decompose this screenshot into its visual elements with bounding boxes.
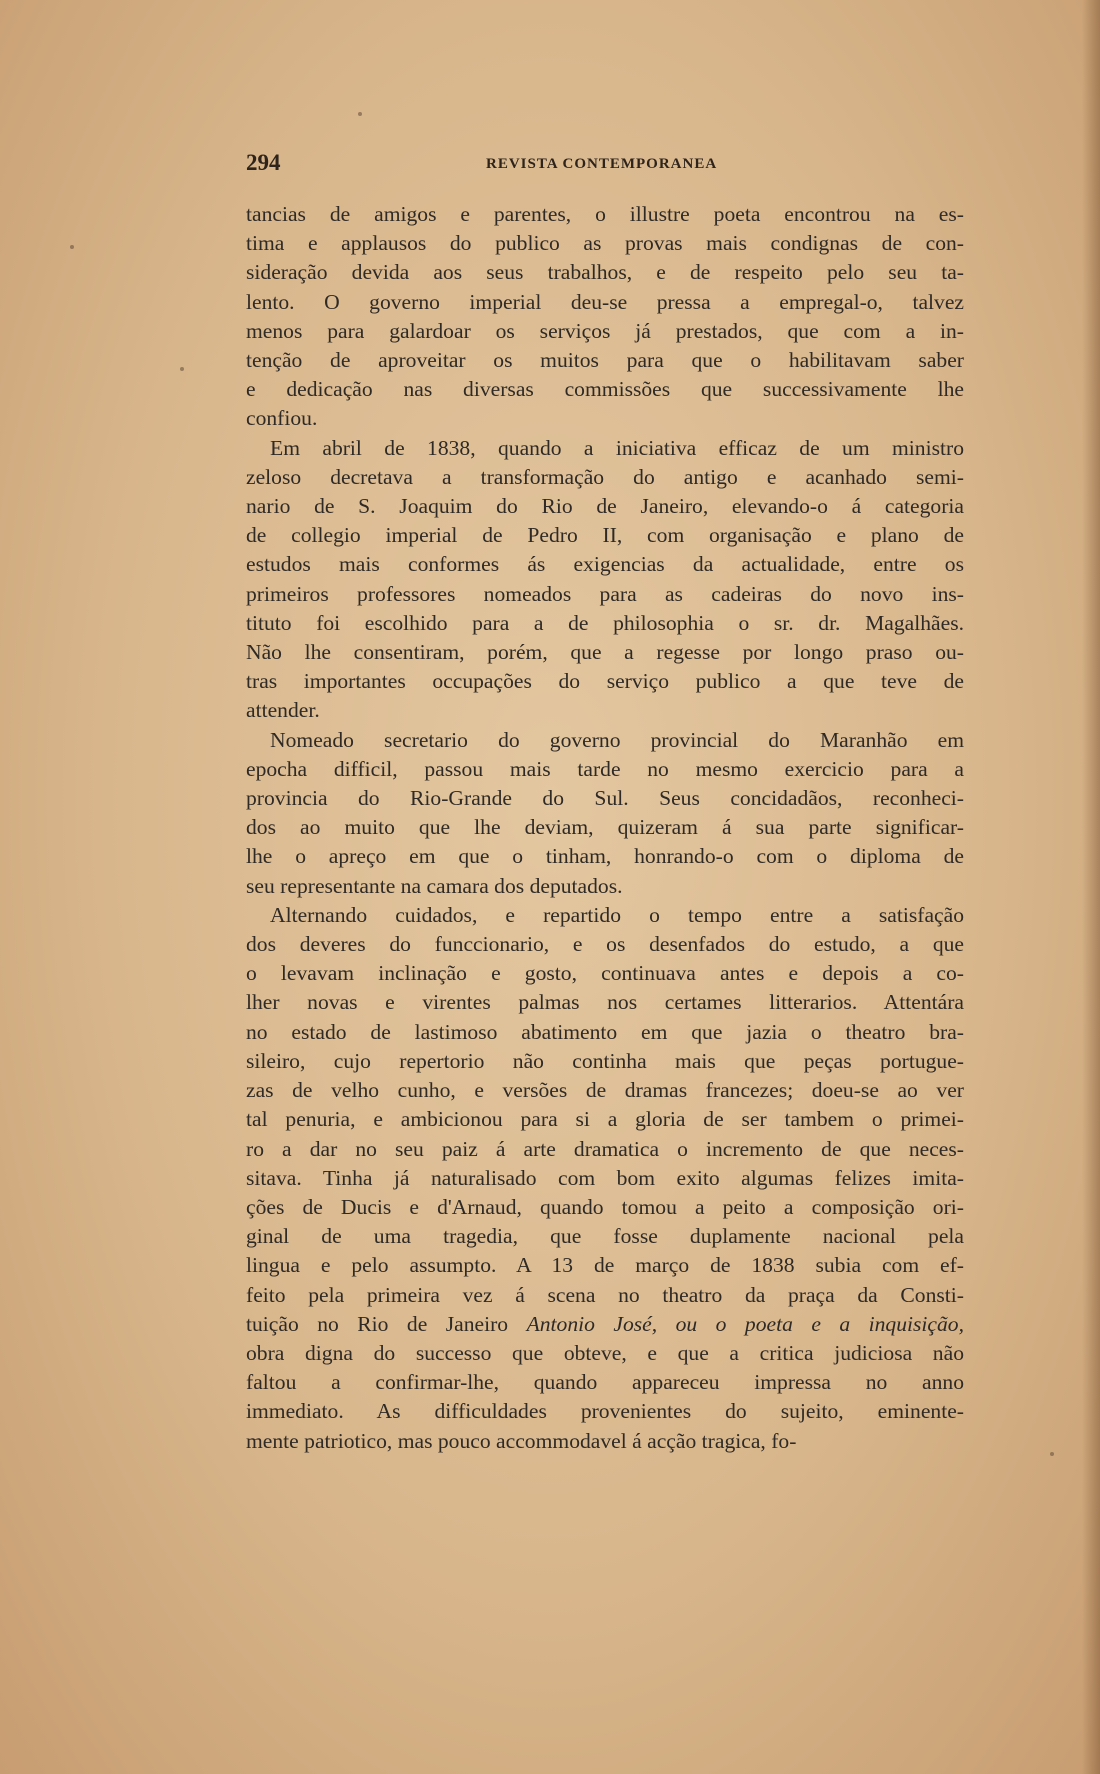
text-line: sitava. Tinha já naturalisado com bom exito algumas felizes imita-	[246, 1165, 964, 1190]
text-line: ções de Ducis e d'Arnaud, quando tomou a peito a composição ori-	[246, 1194, 964, 1219]
running-title: REVISTA CONTEMPORANEA	[486, 156, 718, 172]
text-line: sideração devida aos seus trabalhos, e de respeito pelo seu ta-	[246, 260, 964, 285]
text-line: attender.	[246, 698, 320, 723]
paper-speck	[180, 367, 184, 371]
text-line: lento. O governo imperial deu-se pressa a empregal-o, talvez	[246, 289, 964, 314]
text-line: zeloso decretava a transformação do antigo e acanhado semi-	[246, 464, 964, 489]
text-line: Não lhe consentiram, porém, que a regesse por longo praso ou-	[246, 640, 964, 665]
text-line: menos para galardoar os serviços já prestados, que com a in-	[246, 318, 964, 343]
text-line: o levavam inclinação e gosto, continuava antes e depois a co-	[246, 961, 964, 986]
text-line: Em abril de 1838, quando a iniciativa efficaz de um ministro	[270, 435, 964, 460]
text-line: seu representante na camara dos deputados.	[246, 873, 623, 898]
text-line: estudos mais conformes ás exigencias da actualidade, entre os	[246, 552, 964, 577]
text-line: primeiros professores nomeados para as cadeiras do novo ins-	[246, 581, 964, 606]
paper-speck	[1050, 1452, 1054, 1456]
text-line: tituto foi escolhido para a de philosophia o sr. dr. Magalhães.	[246, 610, 964, 635]
text-line: no estado de lastimoso abatimento em que jazia o theatro bra-	[246, 1019, 964, 1044]
text-line: Nomeado secretario do governo provincial do Maranhão em	[270, 727, 964, 752]
text-line: mente patriotico, mas pouco accommodavel á acção tragica, fo-	[246, 1428, 797, 1453]
text-line: feito pela primeira vez á scena no theatro da praça da Consti-	[246, 1282, 964, 1307]
text-line: tras importantes occupações do serviço publico a que teve de	[246, 669, 964, 694]
text-line: e dedicação nas diversas commissões que successivamente lhe	[246, 377, 964, 402]
text-line: zas de velho cunho, e versões de dramas francezes; doeu-se ao ver	[246, 1078, 964, 1103]
page-header	[246, 150, 966, 180]
text-line: lher novas e virentes palmas nos certames litterarios. Attentára	[246, 990, 964, 1015]
text-line: dos deveres do funccionario, e os desenfados do estudo, a que	[246, 932, 964, 957]
text-line: lhe o apreço em que o tinham, honrando-o com o diploma de	[246, 844, 964, 869]
paragraph	[246, 901, 964, 1456]
page-number: 294	[246, 150, 281, 175]
paragraph	[246, 200, 964, 434]
text-line: epocha difficil, passou mais tarde no mesmo exercicio para a	[246, 756, 964, 781]
text-line: provincia do Rio-Grande do Sul. Seus concidadãos, reconheci-	[246, 786, 964, 811]
body-text	[246, 200, 964, 1456]
paragraph	[246, 726, 964, 901]
paragraph	[246, 434, 964, 726]
text-line: tima e applausos do publico as provas mais condignas de con-	[246, 231, 964, 256]
text-line: immediato. As difficuldades provenientes do sujeito, eminente-	[246, 1399, 964, 1424]
paper-speck	[70, 245, 74, 249]
text-line: sileiro, cujo repertorio não continha mais que peças portugue-	[246, 1048, 964, 1073]
text-line: faltou a confirmar-lhe, quando appareceu impressa no anno	[246, 1370, 964, 1395]
text-line: tenção de aproveitar os muitos para que o habilitavam saber	[246, 348, 964, 373]
text-line: dos ao muito que lhe deviam, quizeram á sua parte significar-	[246, 815, 964, 840]
text-line: tancias de amigos e parentes, o illustre poeta encontrou na es-	[246, 202, 964, 226]
text-line: lingua e pelo assumpto. A 13 de março de 1838 subia com ef-	[246, 1253, 964, 1278]
page-edge-shadow	[1082, 0, 1100, 1774]
text-line: ginal de uma tragedia, que fosse duplamente nacional pela	[246, 1224, 964, 1249]
paper-speck	[358, 112, 362, 116]
text-line: confiou.	[246, 406, 318, 431]
text-line: de collegio imperial de Pedro II, com organisação e plano de	[246, 523, 964, 548]
text-line: tuição no Rio de Janeiro Antonio José, ou o poeta e a inquisição,	[246, 1311, 964, 1336]
text-line: ro a dar no seu paiz á arte dramatica o incremento de que neces-	[246, 1136, 964, 1161]
text-line: obra digna do successo que obteve, e que a critica judiciosa não	[246, 1340, 964, 1365]
play-title: Antonio José, ou o poeta e a inquisição,	[526, 1311, 964, 1336]
text-line: Alternando cuidados, e repartido o tempo entre a satisfação	[270, 902, 964, 927]
text-line: tal penuria, e ambicionou para si a gloria de ser tambem o primei-	[246, 1107, 964, 1132]
text-line: nario de S. Joaquim do Rio de Janeiro, elevando-o á categoria	[246, 494, 964, 519]
